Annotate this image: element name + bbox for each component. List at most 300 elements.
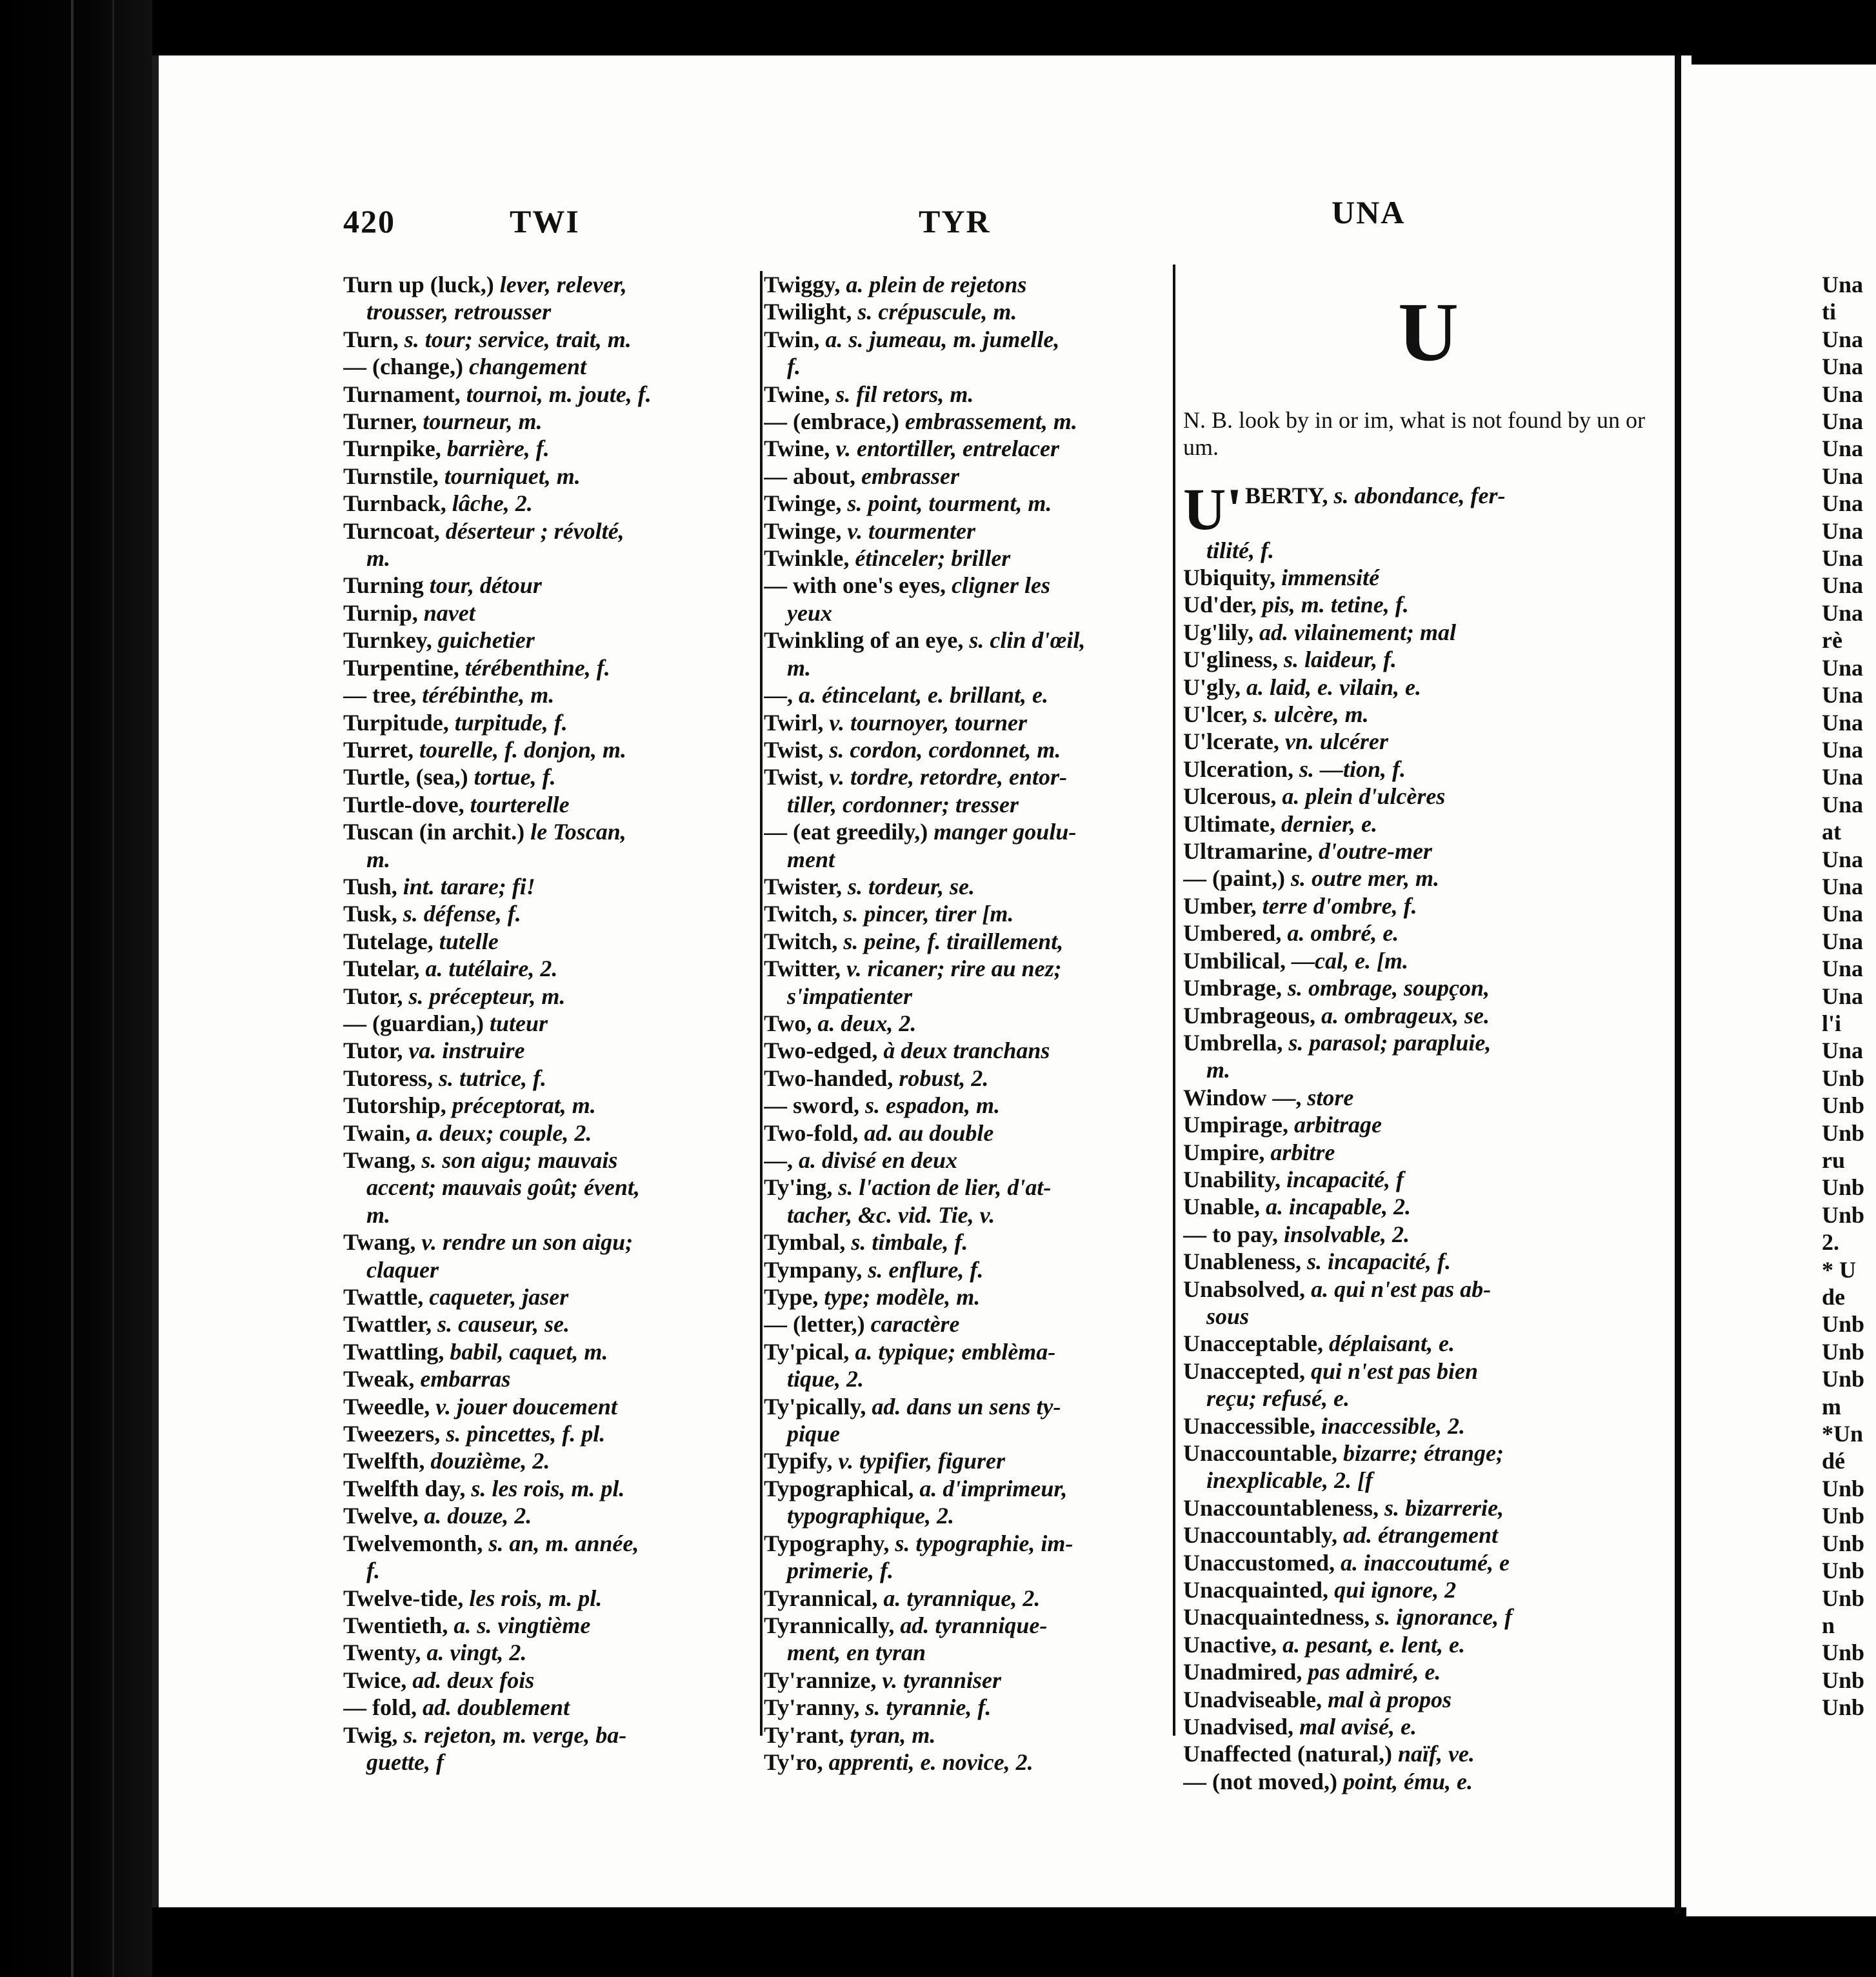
facing-page-edge-text [1822, 271, 1876, 1721]
dictionary-entry [1183, 865, 1673, 892]
entry-translation: a. divisé en deux [799, 1147, 957, 1173]
entry-translation: s. parasol; parapluie, [1288, 1029, 1492, 1056]
dictionary-entry [764, 873, 1177, 900]
entry-translation: s. l'action de lier, d'at- [838, 1174, 1052, 1201]
entry-headword: —, [764, 682, 793, 708]
dictionary-entry [764, 1502, 1177, 1529]
dictionary-entry [1183, 1576, 1673, 1603]
dictionary-entry [343, 818, 756, 845]
entry-headword: Ty'ing, [764, 1174, 833, 1201]
dictionary-entry [764, 326, 1177, 353]
dictionary-entry [1183, 619, 1673, 646]
entry-headword: Twilight, [764, 299, 852, 325]
entry-headword: Tyrannical, [764, 1585, 878, 1611]
entry-headword: Twist, [764, 736, 824, 763]
dictionary-entry [1183, 537, 1673, 564]
entry-headword: — (embrace,) [764, 408, 899, 435]
dictionary-entry [1183, 838, 1673, 865]
entry-translation: arbitre [1270, 1139, 1335, 1165]
entry-translation: le Toscan, [530, 819, 626, 845]
entry-translation: qui n'est pas bien [1310, 1358, 1479, 1384]
dictionary-entry [764, 490, 1177, 517]
entry-translation: caqueter, jaser [429, 1284, 569, 1310]
entry-headword: Twelfth, [343, 1448, 425, 1474]
entry-translation: babil, caquet, m. [450, 1338, 608, 1365]
entry-translation: v. typifier, figurer [838, 1448, 1006, 1474]
entry-translation: ad. vilainement; mal [1259, 619, 1457, 645]
entry-translation: ad. deux fois [412, 1667, 535, 1693]
entry-headword: — (change,) [343, 354, 463, 380]
entry-headword: — with one's eyes, [764, 572, 946, 599]
entry-headword: — (eat greedily,) [764, 819, 928, 845]
dictionary-entry [764, 572, 1177, 599]
entry-translation: pique [787, 1421, 841, 1447]
dictionary-entry [1183, 1549, 1673, 1576]
facing-page-fragment: Unb [1822, 1585, 1865, 1611]
entry-headword: Twine, [764, 381, 830, 407]
dictionary-entry [764, 1639, 1177, 1666]
entry-translation: mal à propos [1328, 1686, 1452, 1712]
entry-headword: Tyrannically, [764, 1612, 895, 1638]
entry-translation: déplaisant, e. [1328, 1330, 1455, 1357]
entry-translation: v. ricaner; rire au nez; [846, 956, 1062, 982]
entry-translation: a. étincelant, e. brillant, e. [799, 682, 1048, 708]
entry-translation: s. timbale, f. [851, 1229, 968, 1256]
entry-translation: bizarre; étrange; [1343, 1440, 1504, 1467]
facing-page-fragment: Unb [1822, 1366, 1865, 1392]
entry-translation: térébenthine, f. [464, 654, 610, 681]
entry-headword: Unaccountably, [1183, 1522, 1338, 1549]
dictionary-entry [1183, 1330, 1673, 1357]
entry-translation: a. qui n'est pas ab- [1311, 1276, 1492, 1302]
entry-translation: tournoi, m. joute, f. [466, 381, 652, 407]
entry-translation: a. ombrageux, se. [1321, 1002, 1490, 1029]
dictionary-entry [343, 1585, 756, 1612]
entry-translation: tutelle [439, 928, 499, 954]
entry-headword: Typography, [764, 1530, 890, 1556]
dictionary-entry [343, 955, 756, 982]
dictionary-entry [343, 763, 756, 790]
entry-translation: reçu; refusé, e. [1206, 1385, 1350, 1412]
entry-translation: m. [787, 654, 812, 681]
entry-translation: tour, détour [429, 572, 542, 599]
entry-translation: s. son aigu; mauvais [421, 1147, 618, 1173]
entry-headword: U'gliness, [1183, 647, 1279, 673]
dictionary-entry [1183, 783, 1673, 810]
entry-headword: Twice, [343, 1667, 407, 1693]
entry-translation: a. s. jumeau, m. jumelle, [825, 326, 1060, 352]
entry-translation: s. pincer, tirer [m. [843, 901, 1014, 927]
facing-page-fragment: Unb [1822, 1694, 1865, 1721]
dictionary-entry [764, 271, 1177, 298]
entry-translation: ad. dans un sens ty- [872, 1393, 1061, 1420]
entry-translation: s. pincettes, f. pl. [446, 1421, 606, 1447]
entry-headword: —, [764, 1147, 793, 1173]
dictionary-entry [1183, 1166, 1673, 1193]
entry-translation: robust, 2. [899, 1065, 989, 1091]
dictionary-entry [1183, 1603, 1673, 1631]
entries-column-1 [343, 271, 756, 1776]
facing-page-fragment: Una [1822, 736, 1864, 763]
entry-translation: dernier, e. [1281, 810, 1377, 837]
dictionary-entry [1183, 1358, 1673, 1385]
entry-headword: — (paint,) [1183, 865, 1286, 892]
entry-headword: Tymbal, [764, 1229, 846, 1256]
entry-translation: embrassement, m. [904, 408, 1077, 435]
entry-translation: s. espadon, m. [865, 1092, 1001, 1119]
entry-translation: embrasser [861, 463, 960, 489]
dictionary-entry [343, 1721, 756, 1749]
facing-page-fragment: Una [1822, 490, 1864, 517]
dictionary-entry [1183, 947, 1673, 974]
section-letter: U [1398, 286, 1459, 379]
entry-translation: tacher, &c. vid. Tie, v. [787, 1201, 995, 1228]
entry-translation: ad. étrangement [1343, 1522, 1499, 1549]
entry-translation: s. incapacité, f. [1307, 1249, 1452, 1275]
entry-translation: v. rendre un son aigu; [421, 1229, 634, 1256]
entry-headword: Twitter, [764, 956, 841, 982]
dictionary-entry [1183, 1385, 1673, 1412]
entry-headword: Twang, [343, 1229, 416, 1256]
dictionary-entry [343, 545, 756, 572]
facing-page-fragment: Una [1822, 408, 1864, 435]
dictionary-entry [764, 1338, 1177, 1365]
dictionary-entry [343, 1310, 756, 1338]
dictionary-entry [764, 1475, 1177, 1502]
entry-translation: a. plein de rejetons [846, 272, 1027, 297]
dictionary-entry [1183, 1440, 1673, 1467]
entry-translation: déserteur ; révolté, [445, 517, 624, 544]
entry-headword: Unaccountableness, [1183, 1494, 1379, 1521]
drop-cap: U' [1183, 481, 1242, 537]
entry-headword: Unaccepted, [1183, 1358, 1305, 1384]
dictionary-entry [343, 873, 756, 900]
dictionary-entry [764, 298, 1177, 325]
dictionary-entry [764, 1721, 1177, 1749]
entry-translation: a. tutélaire, 2. [425, 956, 558, 982]
entry-headword: Ty'ranny, [764, 1694, 860, 1721]
entry-headword: Twain, [343, 1119, 411, 1146]
dictionary-entry [343, 1667, 756, 1694]
entry-headword: Twang, [343, 1147, 416, 1173]
entry-headword: Turnament, [343, 381, 461, 407]
entry-headword: Ulceration, [1183, 756, 1293, 782]
dictionary-entry [343, 381, 756, 408]
entry-headword: Unacceptable, [1183, 1330, 1323, 1357]
dictionary-entry [343, 1749, 756, 1776]
entry-headword: Twinkling of an eye, [764, 627, 964, 654]
entry-headword: Umbrella, [1183, 1029, 1283, 1056]
entry-headword: Tutor, [343, 983, 403, 1009]
entry-headword: Umbilical, [1183, 947, 1286, 974]
entry-translation: ad. au double [864, 1119, 994, 1146]
dictionary-entry [764, 1147, 1177, 1174]
facing-page-fragment: at [1822, 819, 1841, 845]
dictionary-entry [343, 1092, 756, 1119]
dictionary-entry [1183, 674, 1673, 701]
entry-headword: U'lcerate, [1183, 728, 1279, 755]
entry-headword: — to pay, [1183, 1221, 1279, 1247]
header-left-guide-word: TWI [510, 203, 580, 239]
dictionary-entry [343, 1201, 756, 1229]
dictionary-entry [1183, 646, 1673, 673]
entry-headword: Ultimate, [1183, 810, 1275, 837]
dictionary-entry [1183, 1521, 1673, 1549]
dictionary-entry [1183, 1713, 1673, 1740]
entry-translation: s. laideur, f. [1284, 647, 1397, 673]
facing-page-fragment: Una [1822, 326, 1864, 352]
dictionary-entry [1183, 1248, 1673, 1275]
dictionary-entry [343, 1147, 756, 1174]
entry-headword: Two-handed, [764, 1065, 893, 1091]
entry-headword: — tree, [343, 682, 417, 708]
entry-headword: Turnpike, [343, 436, 441, 462]
entry-headword: Unaccessible, [1183, 1412, 1315, 1439]
entry-translation: store [1307, 1084, 1354, 1110]
facing-page-fragment: m [1822, 1393, 1841, 1420]
entry-headword: Twentieth, [343, 1612, 448, 1638]
dictionary-entry [764, 983, 1177, 1010]
dictionary-entry [764, 681, 1177, 708]
entry-headword: Umbrage, [1183, 975, 1282, 1001]
dictionary-entry [343, 1694, 756, 1721]
entry-headword: Tweak, [343, 1366, 415, 1392]
entry-headword: Typify, [764, 1448, 833, 1474]
entry-translation: ad. tyrannique- [900, 1612, 1048, 1638]
entry-headword: Twitch, [764, 901, 838, 927]
dictionary-entry [343, 1229, 756, 1256]
entry-headword: Ultramarine, [1183, 838, 1313, 865]
entry-translation: claquer [366, 1256, 439, 1283]
dictionary-entry [1183, 1002, 1673, 1029]
entry-translation: s. —tion, f. [1299, 756, 1406, 782]
entry-translation: barrière, f. [446, 436, 550, 462]
dictionary-entry [1183, 728, 1673, 755]
dictionary-entry [1183, 756, 1673, 783]
entry-translation: sous [1206, 1303, 1250, 1329]
section-note: N. B. look by in or im, what is not found by un or um. [1183, 407, 1645, 461]
dictionary-entry [764, 1201, 1177, 1229]
facing-page-fragment: Una [1822, 517, 1864, 544]
entry-translation: pas admiré, e. [1308, 1659, 1441, 1685]
entry-headword: Window —, [1183, 1084, 1302, 1110]
dictionary-entry [764, 1393, 1177, 1420]
entry-headword: Ty'pically, [764, 1393, 866, 1420]
entry-headword: Twig, [343, 1721, 398, 1748]
dictionary-entry [343, 1119, 756, 1147]
facing-page-fragment: de [1822, 1284, 1845, 1310]
entry-translation: apprenti, e. novice, 2. [828, 1749, 1033, 1775]
facing-page-fragment: Una [1822, 791, 1864, 818]
entry-translation: s. typographie, im- [895, 1530, 1073, 1556]
entry-translation: turpitude, f. [454, 709, 568, 736]
dictionary-entry [764, 408, 1177, 435]
entry-translation: guichetier [437, 627, 535, 654]
dictionary-entry [1183, 892, 1673, 919]
facing-page-fragment: Una [1822, 846, 1864, 872]
entry-translation: a. inaccoutumé, e [1340, 1549, 1510, 1576]
dictionary-entry [343, 1475, 756, 1502]
dictionary-entry [343, 1256, 756, 1283]
dictionary-entry [1183, 1056, 1673, 1083]
facing-page-fragment: * U [1822, 1256, 1856, 1283]
entries-column-2 [764, 271, 1177, 1776]
facing-page-fragment: rè [1822, 627, 1842, 654]
entry-translation: a. ombré, e. [1287, 920, 1399, 947]
entry-headword: Ug'lily, [1183, 619, 1254, 645]
entry-translation: tourneur, m. [423, 408, 543, 435]
dictionary-entry [1183, 1412, 1673, 1440]
facing-page-fragment: Una [1822, 764, 1864, 790]
entry-translation: caractère [870, 1311, 960, 1338]
entry-headword: BERTY, [1245, 482, 1328, 508]
entry-translation: navet [423, 599, 475, 626]
dictionary-entry [764, 1420, 1177, 1447]
entry-headword: Unable, [1183, 1194, 1261, 1220]
entry-translation: lever, relever, [499, 272, 627, 297]
facing-page-fragment: Una [1822, 381, 1864, 407]
column-rule-1 [760, 271, 763, 1736]
entry-headword: Turn up (luck,) [343, 272, 494, 297]
dictionary-entry [343, 271, 756, 298]
dictionary-entry [764, 1174, 1177, 1201]
entry-translation: immensité [1281, 565, 1380, 591]
dictionary-entry [764, 1092, 1177, 1119]
dictionary-entry [1183, 564, 1673, 591]
entry-headword: Turnback, [343, 490, 446, 517]
dictionary-entry [764, 736, 1177, 763]
entry-headword: Turtle, (sea,) [343, 764, 468, 790]
entry-translation: a. plein d'ulcères [1282, 783, 1446, 810]
entry-translation: typographique, 2. [787, 1503, 955, 1529]
entry-translation: s. enflure, f. [868, 1256, 984, 1283]
entry-translation: a. s. vingtième [454, 1612, 591, 1638]
dictionary-entry [1183, 1276, 1673, 1303]
facing-page-fragment: Una [1822, 709, 1864, 736]
entry-translation: insolvable, 2. [1284, 1221, 1410, 1247]
entry-translation: ment, en tyran [787, 1640, 926, 1666]
entry-headword: Turnkey, [343, 627, 432, 654]
entry-headword: Turner, [343, 408, 417, 435]
dictionary-entry [764, 545, 1177, 572]
entry-headword: Turning [343, 572, 424, 599]
entry-translation: point, ému, e. [1342, 1768, 1473, 1794]
dictionary-entry [343, 1174, 756, 1201]
facing-page-fragment: Unb [1822, 1201, 1865, 1228]
dictionary-entry [764, 1229, 1177, 1256]
entry-headword: Unability, [1183, 1166, 1281, 1192]
entry-translation: tourelle, f. donjon, m. [419, 736, 627, 763]
header-right-guide-word: UNA [1332, 194, 1406, 230]
dictionary-entry [764, 955, 1177, 982]
dictionary-entry [764, 517, 1177, 545]
dictionary-entry [1183, 810, 1673, 838]
page-number: 420 [343, 203, 395, 239]
entry-headword: Ud'der, [1183, 592, 1257, 618]
entry-translation: manger goulu- [933, 819, 1077, 845]
entries-column-3 [1183, 271, 1673, 1795]
entry-headword: Ulcerous, [1183, 783, 1277, 810]
entry-headword: Tutorship, [343, 1092, 446, 1119]
entry-headword: Twelve, [343, 1503, 419, 1529]
dictionary-entry [1183, 1686, 1673, 1713]
entry-translation: a. laid, e. vilain, e. [1246, 674, 1421, 700]
facing-page-fragment: Una [1822, 272, 1864, 297]
entry-headword: Turtle-dove, [343, 791, 464, 818]
entry-headword: Unableness, [1183, 1249, 1302, 1275]
entry-headword: Unadvised, [1183, 1714, 1294, 1740]
facing-page-fragment: *Un [1822, 1421, 1864, 1447]
entry-headword: Twinge, [764, 517, 842, 544]
dictionary-entry [343, 627, 756, 654]
entry-translation: tilité, f. [1206, 537, 1274, 563]
entry-translation: s. ignorance, f [1375, 1604, 1513, 1631]
entry-headword: Turret, [343, 736, 414, 763]
entry-translation: préceptorat, m. [452, 1092, 596, 1119]
entry-translation: s. point, tourment, m. [847, 490, 1052, 517]
entry-headword: Tweezers, [343, 1421, 441, 1447]
entry-translation: inaccessible, 2. [1321, 1412, 1465, 1439]
dictionary-entry [764, 381, 1177, 408]
facing-page-fragment: dé [1822, 1448, 1845, 1474]
dictionary-entry [343, 709, 756, 736]
entry-headword: Tutoress, [343, 1065, 434, 1091]
entry-translation: v. tourmenter [847, 517, 976, 544]
entry-translation: m. [366, 1201, 391, 1228]
entry-translation: s. tour; service, trait, m. [404, 326, 632, 352]
entry-translation: —cal, e. [m. [1292, 947, 1408, 974]
dictionary-entry [1183, 1631, 1673, 1658]
dictionary-entry [343, 408, 756, 435]
facing-page-fragment: Una [1822, 572, 1864, 599]
entry-headword: Tutor, [343, 1038, 403, 1064]
dictionary-entry [343, 654, 756, 681]
dictionary-entry [1183, 1111, 1673, 1138]
entry-translation: térébinthe, m. [422, 682, 555, 708]
entry-translation: v. tournoyer, tourner [829, 709, 1028, 736]
facing-page-fragment: Unb [1822, 1640, 1865, 1666]
dictionary-entry [764, 1256, 1177, 1283]
entry-headword: Umpire, [1183, 1139, 1265, 1165]
dictionary-entry [764, 1530, 1177, 1557]
dictionary-entry [343, 353, 756, 380]
dictionary-entry [764, 1037, 1177, 1064]
entry-translation: s. les rois, m. pl. [471, 1475, 625, 1501]
entry-translation: terre d'ombre, f. [1262, 892, 1417, 919]
entry-headword: Twattling, [343, 1338, 444, 1365]
facing-page-fragment: ti [1822, 299, 1836, 325]
entry-headword: Twelvemonth, [343, 1530, 483, 1556]
entry-translation: d'outre-mer [1318, 838, 1432, 865]
facing-page-fragment: Unb [1822, 1475, 1865, 1501]
entry-headword: Twine, [764, 436, 830, 462]
dictionary-entry [1183, 1193, 1673, 1220]
entry-translation: tourniquet, m. [444, 463, 581, 489]
entry-translation: s. ombrage, soupçon, [1287, 975, 1490, 1001]
facing-page-fragment: Unb [1822, 1558, 1865, 1584]
entry-translation: va. instruire [408, 1038, 525, 1064]
facing-page-fragment: Una [1822, 956, 1864, 982]
dictionary-entry [343, 900, 756, 927]
entry-translation: s. peine, f. tiraillement, [843, 928, 1064, 954]
dictionary-entry [1183, 591, 1673, 618]
entry-headword: Ty'rannize, [764, 1667, 877, 1693]
entry-headword: Ubiquity, [1183, 565, 1276, 591]
entry-translation: incapacité, f [1286, 1166, 1404, 1192]
entry-translation: tiller, cordonner; tresser [787, 791, 1019, 818]
dictionary-entry [343, 1447, 756, 1474]
entry-translation: a. deux; couple, 2. [416, 1119, 592, 1146]
